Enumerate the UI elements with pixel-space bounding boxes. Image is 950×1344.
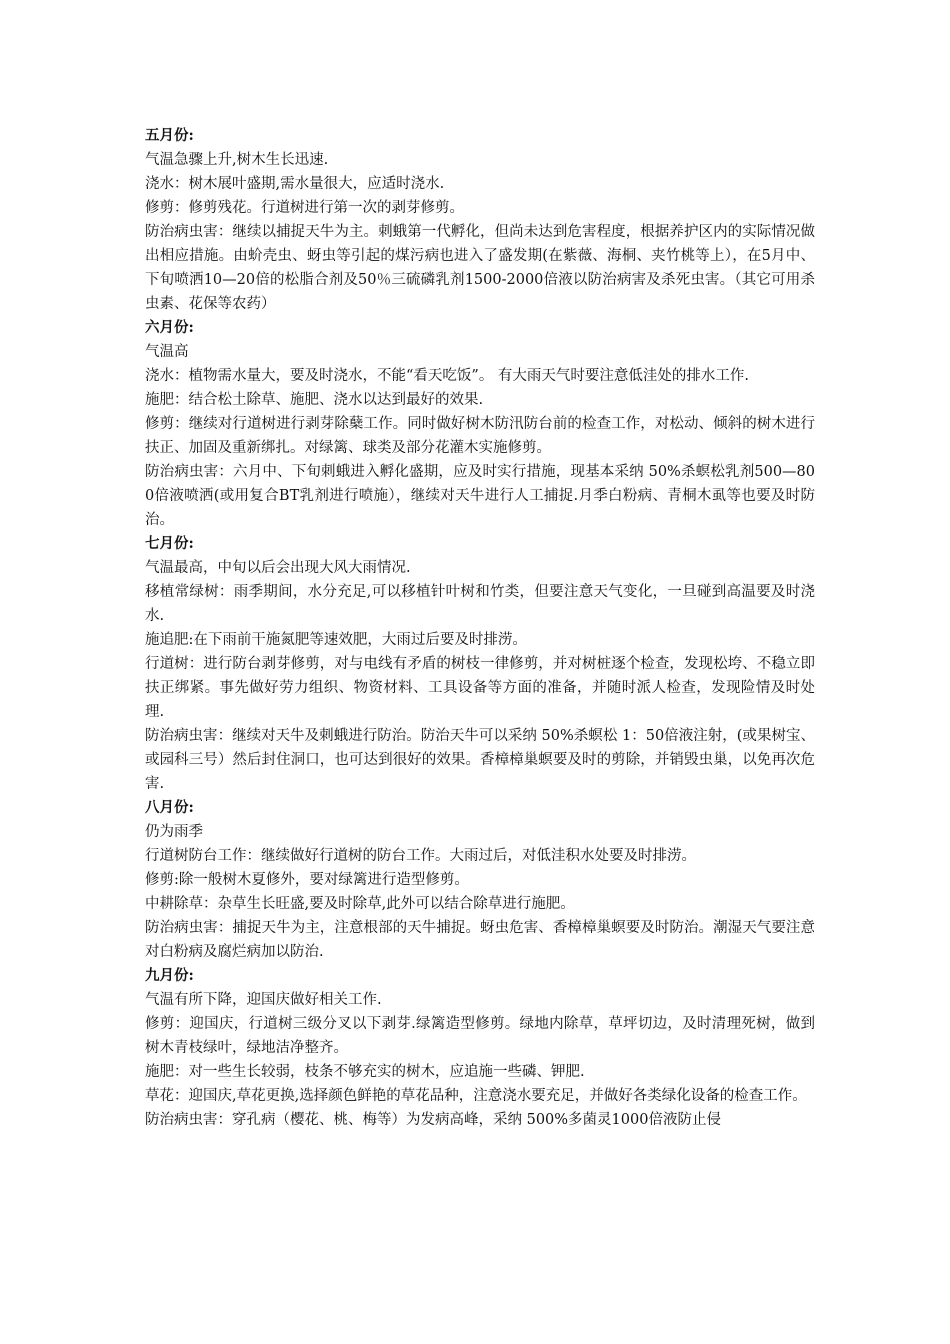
paragraph: 行道树防台工作：继续做好行道树的防台工作。大雨过后，对低洼积水处要及时排涝。 [145,848,696,864]
paragraph: 气温有所下降，迎国庆做好相关工作. [145,992,382,1008]
paragraph: 行道树：进行防台剥芽修剪，对与电线有矛盾的树枝一律修剪，并对树桩逐个检查，发现松垮、不稳立即扶正绑紧。事先做好劳力组织、物资材料、工具设备等方面的准备，并随时派人检查，发现险情及时处理. [145,656,815,720]
paragraph: 修剪：修剪残花。行道树进行第一次的剥芽修剪。 [145,200,464,216]
paragraph: 中耕除草：杂草生长旺盛,要及时除草,此外可以结合除草进行施肥。 [145,896,575,912]
paragraph: 气温高 [145,344,189,360]
paragraph: 防治病虫害：穿孔病（樱花、桃、梅等）为发病高峰，采纳 500%多菌灵1000倍液防止侵 [145,1112,721,1128]
section-heading: 八月份: [145,799,194,816]
paragraph: 仍为雨季 [145,824,203,840]
paragraph: 防治病虫害：继续以捕捉天牛为主。刺蛾第一代孵化，但尚未达到危害程度，根据养护区内的实际情况做出相应措施。由蚧壳虫、蚜虫等引起的煤污病也进入了盛发期(在紫薇、海桐、夹竹桃等上），在5月中、下旬喷洒10—20倍的松脂合剂及50％三硫磷乳剂1500-2000倍液以防治病害及杀死虫害。（其它可用杀虫素、花保等农药） [145,224,815,312]
section-august [145,796,815,964]
paragraph: 防治病虫害：六月中、下旬刺蛾进入孵化盛期，应及时实行措施，现基本采纳 50%杀螟松乳剂500—800倍液喷洒(或用复合BT乳剂进行喷施），继续对天牛进行人工捕捉.月季白粉病、青桐木虱等也要及时防治。 [145,464,815,528]
section-heading: 七月份: [145,535,194,552]
paragraph: 浇水：植物需水量大，要及时浇水，不能“看天吃饭”。 有大雨天气时要注意低洼处的排水工作. [145,368,750,384]
section-heading: 六月份: [145,319,194,336]
paragraph: 气温最高，中旬以后会出现大风大雨情况. [145,560,411,576]
paragraph: 施肥：结合松土除草、施肥、浇水以达到最好的效果. [145,392,484,408]
paragraph: 防治病虫害：捕捉天牛为主，注意根部的天牛捕捉。蚜虫危害、香樟樟巢螟要及时防治。潮湿天气要注意对白粉病及腐烂病加以防治. [145,920,815,960]
paragraph: 浇水：树木展叶盛期,需水量很大，应适时浇水. [145,176,445,192]
section-may [145,124,815,316]
section-heading: 九月份: [145,967,194,984]
paragraph: 防治病虫害：继续对天牛及刺蛾进行防治。防治天牛可以采纳 50%杀螟松 1：50倍液注射，(或果树宝、或园科三号）然后封住洞口，也可达到很好的效果。香樟樟巢螟要及时的剪除，并销毁虫巢，以免再次危害. [145,728,815,792]
paragraph: 修剪：继续对行道树进行剥芽除蘖工作。同时做好树木防汛防台前的检查工作，对松动、倾斜的树木进行扶正、加固及重新绑扎。对绿篱、球类及部分花灌木实施修剪。 [145,416,815,456]
paragraph: 草花：迎国庆,草花更换,选择颜色鲜艳的草花品种，注意浇水要充足，并做好各类绿化设备的检查工作。 [145,1088,807,1104]
paragraph: 气温急骤上升,树木生长迅速. [145,152,329,168]
document-body [145,124,815,1132]
paragraph: 修剪:除一般树木夏修外，要对绿篱进行造型修剪。 [145,872,469,888]
section-september [145,964,815,1132]
paragraph: 移植常绿树：雨季期间，水分充足,可以移植针叶树和竹类，但要注意天气变化，一旦碰到高温要及时浇水. [145,584,815,624]
section-heading: 五月份: [145,127,194,144]
section-june [145,316,815,532]
paragraph: 修剪：迎国庆，行道树三级分叉以下剥芽.绿篱造型修剪。绿地内除草，草坪切边，及时清理死树，做到树木青枝绿叶，绿地洁净整齐。 [145,1016,815,1056]
section-july [145,532,815,796]
paragraph: 施追肥:在下雨前干施氮肥等速效肥，大雨过后要及时排涝。 [145,632,527,648]
paragraph: 施肥：对一些生长较弱，枝条不够充实的树木，应追施一些磷、钾肥. [145,1064,585,1080]
